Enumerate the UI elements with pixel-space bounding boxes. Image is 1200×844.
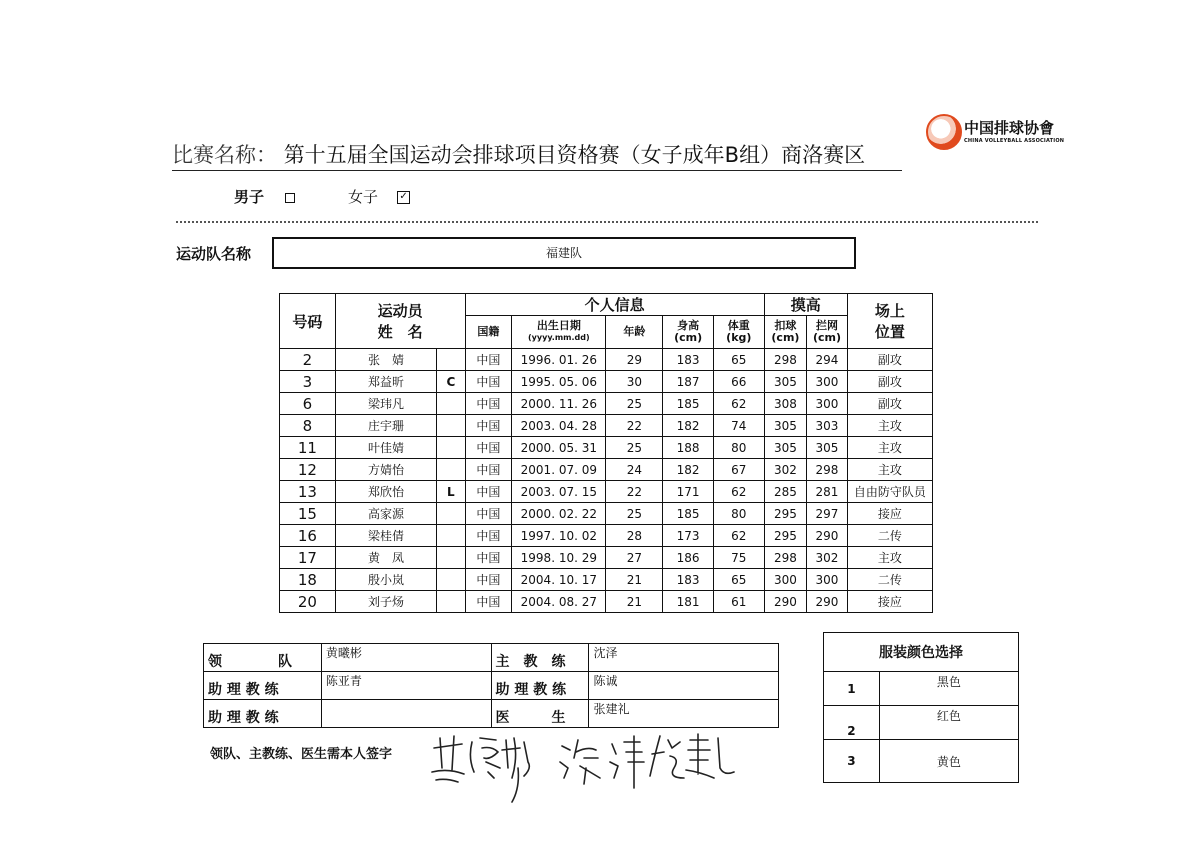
- assistant-coach-field-2[interactable]: [321, 700, 491, 728]
- nationality-cell: 中国: [465, 371, 512, 393]
- roster-row: [280, 569, 933, 591]
- roster-row: [280, 415, 933, 437]
- weight-cell: 62: [713, 525, 764, 547]
- court-position-cell: 主攻: [847, 437, 932, 459]
- court-position-cell: 自由防守队员: [847, 481, 932, 503]
- col-height-header: 身高 (cm): [663, 316, 714, 349]
- player-number-cell: 2: [280, 349, 336, 371]
- spike-reach-cell: 308: [764, 393, 807, 415]
- captain-libero-mark-cell: [437, 393, 465, 415]
- birth-date-cell: 1997. 10. 02: [512, 525, 606, 547]
- birth-date-cell: 2000. 02. 22: [512, 503, 606, 525]
- spike-reach-cell: 295: [764, 503, 807, 525]
- block-reach-cell: 300: [807, 393, 848, 415]
- roster-row: [280, 503, 933, 525]
- height-cell: 182: [663, 459, 714, 481]
- court-position-cell: 主攻: [847, 415, 932, 437]
- col-birth-header: 出生日期 (yyyy.mm.dd): [512, 316, 606, 349]
- age-cell: 22: [606, 481, 663, 503]
- player-name-cell: 梁玮凡: [335, 393, 436, 415]
- nationality-cell: 中国: [465, 437, 512, 459]
- uniform-option-color[interactable]: 红色: [879, 706, 1018, 740]
- player-number-cell: 15: [280, 503, 336, 525]
- birth-date-cell: 1995. 05. 06: [512, 371, 606, 393]
- player-number-cell: 3: [280, 371, 336, 393]
- block-reach-cell: 298: [807, 459, 848, 481]
- assistant-coach-field-3[interactable]: 陈诚: [589, 672, 779, 700]
- player-name-cell: 殷小岚: [335, 569, 436, 591]
- nationality-cell: 中国: [465, 569, 512, 591]
- roster-row: [280, 525, 933, 547]
- nationality-cell: 中国: [465, 349, 512, 371]
- age-cell: 24: [606, 459, 663, 481]
- captain-libero-mark-cell: [437, 525, 465, 547]
- birth-date-cell: 2001. 07. 09: [512, 459, 606, 481]
- block-reach-cell: 305: [807, 437, 848, 459]
- player-name-cell: 叶佳婧: [335, 437, 436, 459]
- height-cell: 188: [663, 437, 714, 459]
- competition-title: [172, 140, 902, 171]
- nationality-cell: 中国: [465, 503, 512, 525]
- player-name-cell: 方婧怡: [335, 459, 436, 481]
- player-number-cell: 16: [280, 525, 336, 547]
- height-cell: 181: [663, 591, 714, 613]
- player-name-cell: 高家源: [335, 503, 436, 525]
- uniform-color-table: [823, 632, 1019, 783]
- nationality-cell: 中国: [465, 481, 512, 503]
- roster-row: [280, 437, 933, 459]
- weight-cell: 80: [713, 437, 764, 459]
- captain-libero-mark-cell: [437, 459, 465, 481]
- player-number-cell: 13: [280, 481, 336, 503]
- team-name-field[interactable]: 福建队: [272, 237, 856, 269]
- spike-reach-cell: 290: [764, 591, 807, 613]
- captain-libero-mark-cell: [437, 415, 465, 437]
- col-athlete-header: 运动员 姓 名: [335, 294, 465, 349]
- competition-name: 第十五届全国运动会排球项目资格赛（女子成年B组）商洛赛区: [283, 143, 866, 167]
- gender-male: [234, 186, 295, 207]
- weight-cell: 80: [713, 503, 764, 525]
- age-cell: 30: [606, 371, 663, 393]
- uniform-color-title: 服装颜色选择: [824, 633, 1019, 672]
- roster-row: [280, 393, 933, 415]
- volleyball-logo-icon: [926, 114, 962, 150]
- leader-field[interactable]: 黄曦彬: [321, 644, 491, 672]
- birth-date-cell: 2004. 10. 17: [512, 569, 606, 591]
- player-number-cell: 18: [280, 569, 336, 591]
- block-reach-cell: 300: [807, 371, 848, 393]
- spike-reach-cell: 305: [764, 415, 807, 437]
- player-number-cell: 11: [280, 437, 336, 459]
- roster-row: [280, 481, 933, 503]
- roster-row: [280, 591, 933, 613]
- age-cell: 21: [606, 569, 663, 591]
- col-age-header: 年龄: [606, 316, 663, 349]
- handwritten-signatures: [428, 728, 738, 808]
- assistant-coach-label-3: 助 理 教 练: [491, 672, 589, 700]
- association-logo: [926, 114, 1065, 150]
- court-position-cell: 二传: [847, 569, 932, 591]
- player-number-cell: 12: [280, 459, 336, 481]
- assistant-coach-field-1[interactable]: 陈亚青: [321, 672, 491, 700]
- height-cell: 185: [663, 393, 714, 415]
- court-position-cell: 主攻: [847, 459, 932, 481]
- logo-text-cn: 中国排球协會: [964, 119, 1055, 137]
- weight-cell: 62: [713, 393, 764, 415]
- roster-table: [279, 293, 933, 613]
- weight-cell: 75: [713, 547, 764, 569]
- nationality-cell: 中国: [465, 547, 512, 569]
- height-cell: 171: [663, 481, 714, 503]
- captain-libero-mark-cell: [437, 349, 465, 371]
- nationality-cell: 中国: [465, 393, 512, 415]
- player-name-cell: 庄宇珊: [335, 415, 436, 437]
- height-cell: 182: [663, 415, 714, 437]
- nationality-cell: 中国: [465, 525, 512, 547]
- nationality-cell: 中国: [465, 591, 512, 613]
- birth-date-cell: 2004. 08. 27: [512, 591, 606, 613]
- doctor-field[interactable]: 张建礼: [589, 700, 779, 728]
- col-weight-header: 体重 (kg): [713, 316, 764, 349]
- weight-cell: 62: [713, 481, 764, 503]
- block-reach-cell: 303: [807, 415, 848, 437]
- team-label: 运动队名称: [176, 245, 252, 263]
- captain-libero-mark-cell: [437, 591, 465, 613]
- player-name-cell: 郑欣怡: [335, 481, 436, 503]
- logo-text-en: CHINA VOLLEYBALL ASSOCIATION: [964, 138, 1065, 144]
- age-cell: 25: [606, 503, 663, 525]
- birth-date-cell: 2003. 07. 15: [512, 481, 606, 503]
- captain-libero-mark-cell: [437, 569, 465, 591]
- age-cell: 21: [606, 591, 663, 613]
- block-reach-cell: 300: [807, 569, 848, 591]
- col-number-header: 号码: [280, 294, 336, 349]
- col-spike-header: 扣球 (cm): [764, 316, 807, 349]
- uniform-option-number: 2: [824, 706, 880, 740]
- weight-cell: 65: [713, 349, 764, 371]
- nationality-cell: 中国: [465, 459, 512, 481]
- spike-reach-cell: 298: [764, 547, 807, 569]
- height-cell: 186: [663, 547, 714, 569]
- court-position-cell: 副攻: [847, 371, 932, 393]
- court-position-cell: 副攻: [847, 349, 932, 371]
- assistant-coach-label-2: 助 理 教 练: [204, 700, 322, 728]
- player-number-cell: 17: [280, 547, 336, 569]
- spike-reach-cell: 295: [764, 525, 807, 547]
- roster-row: [280, 459, 933, 481]
- player-name-cell: 张 婧: [335, 349, 436, 371]
- staff-table: [203, 643, 779, 728]
- col-block-header: 拦网 (cm): [807, 316, 848, 349]
- col-nationality-header: 国籍: [465, 316, 512, 349]
- captain-libero-mark-cell: [437, 503, 465, 525]
- court-position-cell: 接应: [847, 503, 932, 525]
- female-label: 女子: [348, 188, 379, 206]
- height-cell: 183: [663, 569, 714, 591]
- assistant-coach-label-1: 助 理 教 练: [204, 672, 322, 700]
- court-position-cell: 接应: [847, 591, 932, 613]
- player-number-cell: 20: [280, 591, 336, 613]
- dotted-divider: [176, 221, 1038, 223]
- head-coach-field[interactable]: 沈泽: [589, 644, 779, 672]
- block-reach-cell: 290: [807, 591, 848, 613]
- height-cell: 187: [663, 371, 714, 393]
- block-reach-cell: 297: [807, 503, 848, 525]
- birth-date-cell: 1998. 10. 29: [512, 547, 606, 569]
- age-cell: 28: [606, 525, 663, 547]
- uniform-option-number: 3: [824, 740, 880, 783]
- captain-libero-mark-cell: L: [437, 481, 465, 503]
- weight-cell: 61: [713, 591, 764, 613]
- player-number-cell: 8: [280, 415, 336, 437]
- player-name-cell: 黄 凤: [335, 547, 436, 569]
- spike-reach-cell: 300: [764, 569, 807, 591]
- signature-label: 领队、主教练、医生需本人签字: [210, 747, 393, 762]
- birth-date-cell: 1996. 01. 26: [512, 349, 606, 371]
- block-reach-cell: 302: [807, 547, 848, 569]
- competition-label: 比赛名称：: [172, 143, 277, 167]
- birth-date-cell: 2000. 11. 26: [512, 393, 606, 415]
- roster-row: [280, 371, 933, 393]
- height-cell: 185: [663, 503, 714, 525]
- captain-libero-mark-cell: [437, 547, 465, 569]
- weight-cell: 67: [713, 459, 764, 481]
- weight-cell: 74: [713, 415, 764, 437]
- court-position-cell: 二传: [847, 525, 932, 547]
- captain-libero-mark-cell: C: [437, 371, 465, 393]
- captain-libero-mark-cell: [437, 437, 465, 459]
- age-cell: 27: [606, 547, 663, 569]
- weight-cell: 65: [713, 569, 764, 591]
- male-label: 男子: [234, 188, 265, 206]
- leader-label: 领 队: [204, 644, 322, 672]
- age-cell: 25: [606, 393, 663, 415]
- head-coach-label: 主 教 练: [491, 644, 589, 672]
- personal-info-header: 个人信息: [465, 294, 764, 316]
- nationality-cell: 中国: [465, 415, 512, 437]
- spike-reach-cell: 305: [764, 371, 807, 393]
- spike-reach-cell: 305: [764, 437, 807, 459]
- height-cell: 183: [663, 349, 714, 371]
- spike-reach-cell: 298: [764, 349, 807, 371]
- age-cell: 29: [606, 349, 663, 371]
- birth-date-cell: 2000. 05. 31: [512, 437, 606, 459]
- player-name-cell: 刘子炀: [335, 591, 436, 613]
- spike-reach-cell: 285: [764, 481, 807, 503]
- age-cell: 25: [606, 437, 663, 459]
- roster-row: [280, 547, 933, 569]
- gender-female: [348, 186, 410, 207]
- age-cell: 22: [606, 415, 663, 437]
- height-cell: 173: [663, 525, 714, 547]
- court-position-cell: 主攻: [847, 547, 932, 569]
- weight-cell: 66: [713, 371, 764, 393]
- player-name-cell: 郑益昕: [335, 371, 436, 393]
- uniform-option-color[interactable]: 黑色: [879, 672, 1018, 706]
- uniform-option-color[interactable]: 黄色: [879, 740, 1018, 783]
- spike-reach-cell: 302: [764, 459, 807, 481]
- court-position-cell: 副攻: [847, 393, 932, 415]
- doctor-label: 医 生: [491, 700, 589, 728]
- block-reach-cell: 294: [807, 349, 848, 371]
- reach-header: 摸高: [764, 294, 847, 316]
- col-position-header: 场上 位置: [847, 294, 932, 349]
- block-reach-cell: 281: [807, 481, 848, 503]
- birth-date-cell: 2003. 04. 28: [512, 415, 606, 437]
- female-checkbox[interactable]: ✓: [397, 191, 410, 204]
- block-reach-cell: 290: [807, 525, 848, 547]
- player-number-cell: 6: [280, 393, 336, 415]
- roster-row: [280, 349, 933, 371]
- player-name-cell: 梁桂倩: [335, 525, 436, 547]
- uniform-option-number: 1: [824, 672, 880, 706]
- male-checkbox[interactable]: [285, 193, 295, 203]
